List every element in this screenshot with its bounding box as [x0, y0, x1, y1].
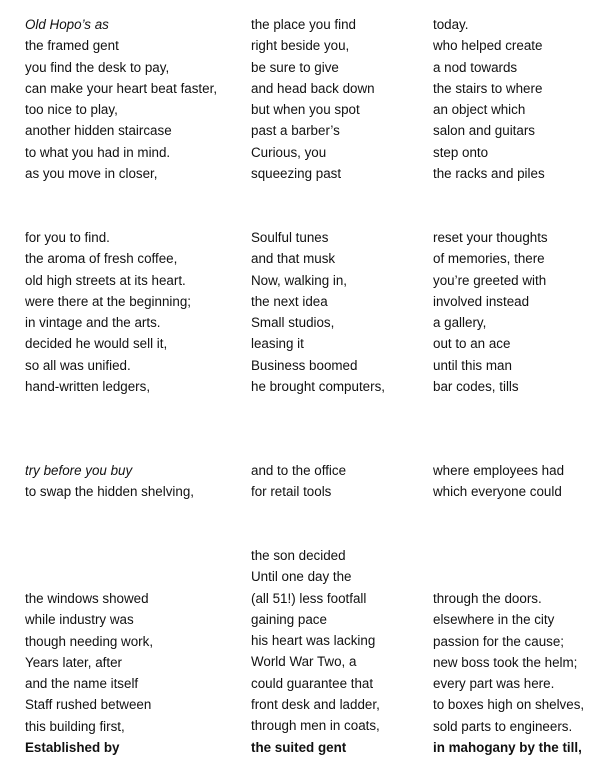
stanza-4-column-middle: [251, 545, 380, 758]
verse-line: bar codes, tills: [433, 379, 519, 395]
verse-line: the place you find: [251, 17, 356, 32]
verse-line: passion for the cause;: [433, 633, 565, 649]
verse-line: the stairs to where: [433, 80, 543, 96]
verse-line: through men in coats,: [251, 718, 380, 734]
verse-line: too nice to play,: [25, 102, 118, 118]
stanza-3-column-middle: [251, 460, 346, 503]
verse-line: to swap the hidden shelving,: [25, 484, 194, 500]
verse-line: of memories, there: [433, 251, 545, 267]
verse-line: Staff rushed between: [25, 697, 152, 713]
verse-line: for retail tools: [251, 484, 332, 500]
verse-line: Years later, after: [25, 654, 123, 670]
verse-line: where employees had: [433, 463, 565, 478]
verse-line: Old Hopo’s as: [25, 17, 109, 32]
verse-line: right beside you,: [251, 38, 350, 54]
verse-line: an object which: [433, 102, 526, 118]
verse-line: hand-written ledgers,: [25, 379, 151, 395]
verse-line: this building first,: [25, 718, 125, 734]
verse-line: but when you spot: [251, 102, 360, 118]
verse-line: the son decided: [251, 548, 346, 563]
verse-line: his heart was lacking: [251, 633, 376, 649]
verse-line: Small studios,: [251, 315, 335, 331]
verse-line: you’re greeted with: [433, 272, 547, 288]
verse-line: out to an ace: [433, 336, 511, 352]
verse-line: to boxes high on shelves,: [433, 697, 585, 713]
stanza-2-column-left: [25, 227, 191, 397]
verse-line: to what you had in mind.: [25, 144, 171, 160]
stanza-1-column-right: [433, 14, 545, 184]
stanza-1-column-left: [25, 14, 217, 184]
verse-line: reset your thoughts: [433, 230, 548, 245]
verse-line: new boss took the helm;: [433, 654, 578, 670]
stanza-4-column-left: [25, 588, 153, 758]
verse-line: step onto: [433, 144, 489, 160]
verse-line: for you to find.: [25, 230, 110, 245]
stanza-3-column-left: [25, 460, 194, 503]
verse-line: Curious, you: [251, 144, 327, 160]
verse-line: and to the office: [251, 463, 347, 478]
verse-line: were there at the beginning;: [25, 293, 192, 309]
verse-line: Business boomed: [251, 357, 358, 373]
verse-line: until this man: [433, 357, 512, 373]
verse-line: the framed gent: [25, 38, 119, 54]
verse-line: and head back down: [251, 80, 375, 96]
stanza-1-column-middle: [251, 14, 375, 184]
verse-line: who helped create: [433, 38, 543, 54]
verse-line: Established by: [25, 740, 120, 756]
verse-line: every part was here.: [433, 676, 555, 692]
verse-line: World War Two, a: [251, 654, 357, 670]
verse-line: Until one day the: [251, 569, 352, 585]
verse-line: try before you buy: [25, 463, 133, 478]
verse-line: squeezing past: [251, 166, 342, 182]
verse-line: (all 51!) less footfall: [251, 590, 367, 606]
verse-line: through the doors.: [433, 591, 542, 606]
verse-line: the racks and piles: [433, 166, 545, 182]
verse-line: gaining pace: [251, 611, 327, 627]
stanza-3-column-right: [433, 460, 564, 503]
verse-line: past a barber’s: [251, 123, 340, 139]
verse-line: be sure to give: [251, 59, 339, 75]
verse-line: a gallery,: [433, 315, 487, 331]
verse-line: the windows showed: [25, 591, 149, 606]
verse-line: in vintage and the arts.: [25, 315, 161, 331]
verse-line: the suited gent: [251, 739, 347, 755]
verse-line: sold parts to engineers.: [433, 718, 573, 734]
verse-line: today.: [433, 17, 469, 32]
verse-line: a nod towards: [433, 59, 518, 75]
verse-line: salon and guitars: [433, 123, 535, 139]
verse-line: another hidden staircase: [25, 123, 172, 139]
verse-line: front desk and ladder,: [251, 697, 380, 713]
stanza-2-column-middle: [251, 227, 385, 397]
verse-line: old high streets at its heart.: [25, 272, 186, 288]
verse-line: the next idea: [251, 293, 328, 309]
verse-line: could guarantee that: [251, 675, 374, 691]
verse-line: involved instead: [433, 293, 530, 309]
verse-line: and the name itself: [25, 676, 139, 692]
verse-line: Now, walking in,: [251, 272, 348, 288]
stanza-4-column-right: [433, 588, 584, 758]
verse-line: and that musk: [251, 251, 336, 267]
verse-line: Soulful tunes: [251, 230, 329, 245]
verse-line: he brought computers,: [251, 379, 385, 395]
verse-line: decided he would sell it,: [25, 336, 168, 352]
verse-line: which everyone could: [433, 484, 562, 500]
verse-line: you find the desk to pay,: [25, 59, 170, 75]
verse-line: so all was unified.: [25, 357, 131, 373]
verse-line: in mahogany by the till,: [433, 740, 582, 756]
verse-line: can make your heart beat faster,: [25, 80, 218, 96]
verse-line: while industry was: [25, 612, 134, 628]
verse-line: elsewhere in the city: [433, 612, 555, 628]
verse-line: the aroma of fresh coffee,: [25, 251, 178, 267]
verse-line: as you move in closer,: [25, 166, 158, 182]
stanza-2-column-right: [433, 227, 548, 397]
verse-line: leasing it: [251, 336, 304, 352]
verse-line: though needing work,: [25, 633, 154, 649]
